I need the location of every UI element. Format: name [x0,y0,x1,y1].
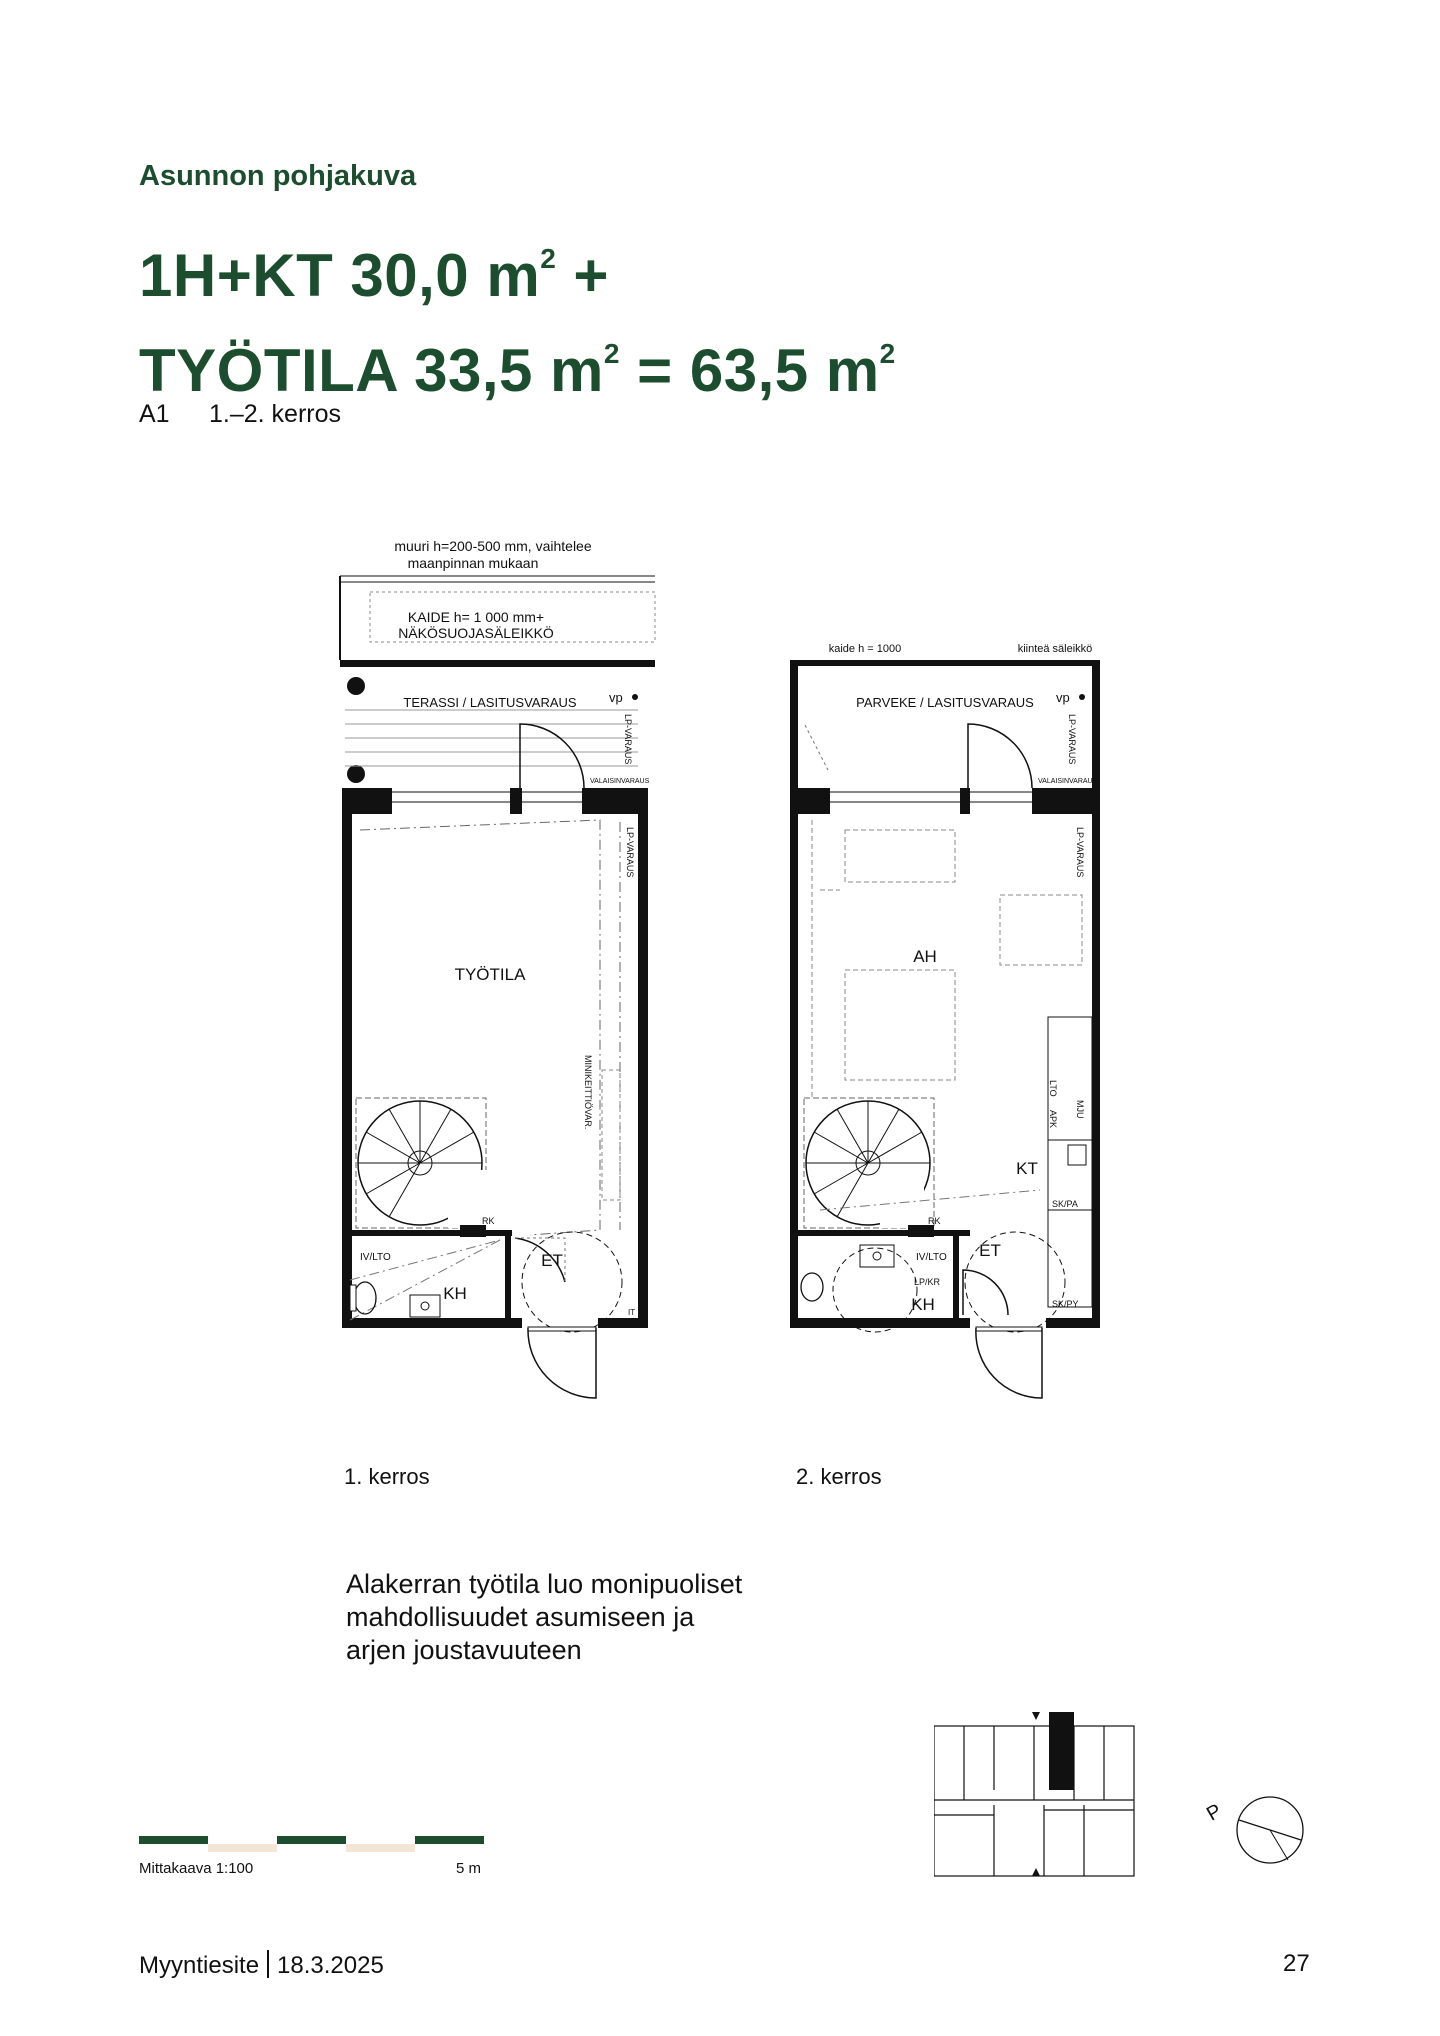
valaisinvaraus-label: VALAISINVARAUS [590,778,650,785]
terrace-label: TERASSI / LASITUSVARAUS [403,695,577,710]
caption-second-floor: 2. kerros [796,1464,882,1489]
apartment-code: A1 [139,400,170,428]
lp-varaus-label-4: LP-VARAUS [1075,827,1085,878]
footer-date: 18.3.2025 [277,1952,384,1979]
superscript: 2 [603,338,620,369]
plan-second-floor [790,643,1100,1398]
page-number: 27 [1283,1950,1310,1977]
vp-label: vp [609,690,623,705]
apartment-highlight [1049,1712,1074,1790]
wall-note-2: maanpinnan mukaan [407,555,539,571]
screen-note: kiinteä säleikkö [1017,643,1093,655]
vp-label-2: vp [1056,690,1070,705]
plan-first-floor [340,538,655,1398]
lp-varaus-label: LP-VARAUS [623,714,633,765]
headline-line-2-b: = 63,5 m [619,337,880,404]
skpa-label: SK/PA [1052,1199,1078,1209]
railing-label-2: NÄKÖSUOJASÄLEIKKÖ [398,625,554,641]
room-label-tyotila: TYÖTILA [454,965,526,984]
scale-end-label: 5 m [456,1860,482,1877]
floor-plans [320,530,1130,1460]
room-label-ah: AH [913,947,937,966]
room-label-et: ET [541,1251,563,1270]
it-label: IT [628,1308,636,1317]
room-label-kh: KH [443,1284,467,1303]
skpy-label: SK/PY [1052,1299,1079,1309]
scale-label: Mittakaava 1:100 [139,1860,254,1877]
superscript: 2 [540,243,557,274]
lto-label: LTO [1048,1080,1058,1097]
mju-label: MJU [1075,1100,1085,1119]
railing-label-1: KAIDE h= 1 000 mm+ [407,609,545,625]
apk-label: APK [1048,1110,1058,1129]
description [346,1568,866,1667]
footer [139,1950,384,1980]
headline-line-2-a: TYÖTILA 33,5 m [139,337,604,404]
minikeittio-label: MINIKEITTIÖVAR. [583,1055,593,1130]
room-label-kh-2: KH [911,1295,935,1314]
description-line-2: mahdollisuudet asumiseen ja [346,1602,695,1632]
lp-varaus-label-3: LP-VARAUS [1067,714,1077,765]
floors-label: 1.–2. kerros [209,400,342,428]
description-line-1: Alakerran työtila luo monipuoliset [346,1569,743,1599]
ivlto-label-2: IV/LTO [916,1252,947,1263]
room-label-et-2: ET [979,1241,1001,1260]
lpkr-label: LP/KR [914,1277,941,1287]
headline [139,220,896,410]
superscript: 2 [879,338,896,369]
lp-varaus-label-2: LP-VARAUS [625,827,635,878]
rk-label-2: RK [928,1216,941,1226]
headline-line-1-suffix: + [556,242,609,309]
caption-first-floor: 1. kerros [344,1464,430,1489]
ivlto-label: IV/LTO [360,1252,391,1263]
compass-label: P [1203,1799,1226,1826]
valaisinvaraus-label-2: VALAISINVARAUS [1038,778,1098,785]
north-compass [1200,1790,1310,1870]
rk-label: RK [482,1216,495,1226]
description-line-3: arjen joustavuuteen [346,1635,582,1665]
balcony-label: PARVEKE / LASITUSVARAUS [856,695,1034,710]
footer-title: Myyntiesite [139,1952,260,1979]
railing-note: kaide h = 1000 [828,643,902,655]
wall-note-1: muuri h=200-500 mm, vaihtelee [394,538,592,554]
site-key-plan [934,1710,1144,1880]
room-label-kt: KT [1016,1159,1038,1178]
scale-bar [139,1836,484,1852]
headline-line-1 [139,220,896,315]
page-subtitle: Asunnon pohjakuva [139,160,417,192]
headline-line-1-text: 1H+KT 30,0 m [139,242,541,309]
footer-separator [267,1950,269,1978]
headline-line-2 [139,315,896,410]
